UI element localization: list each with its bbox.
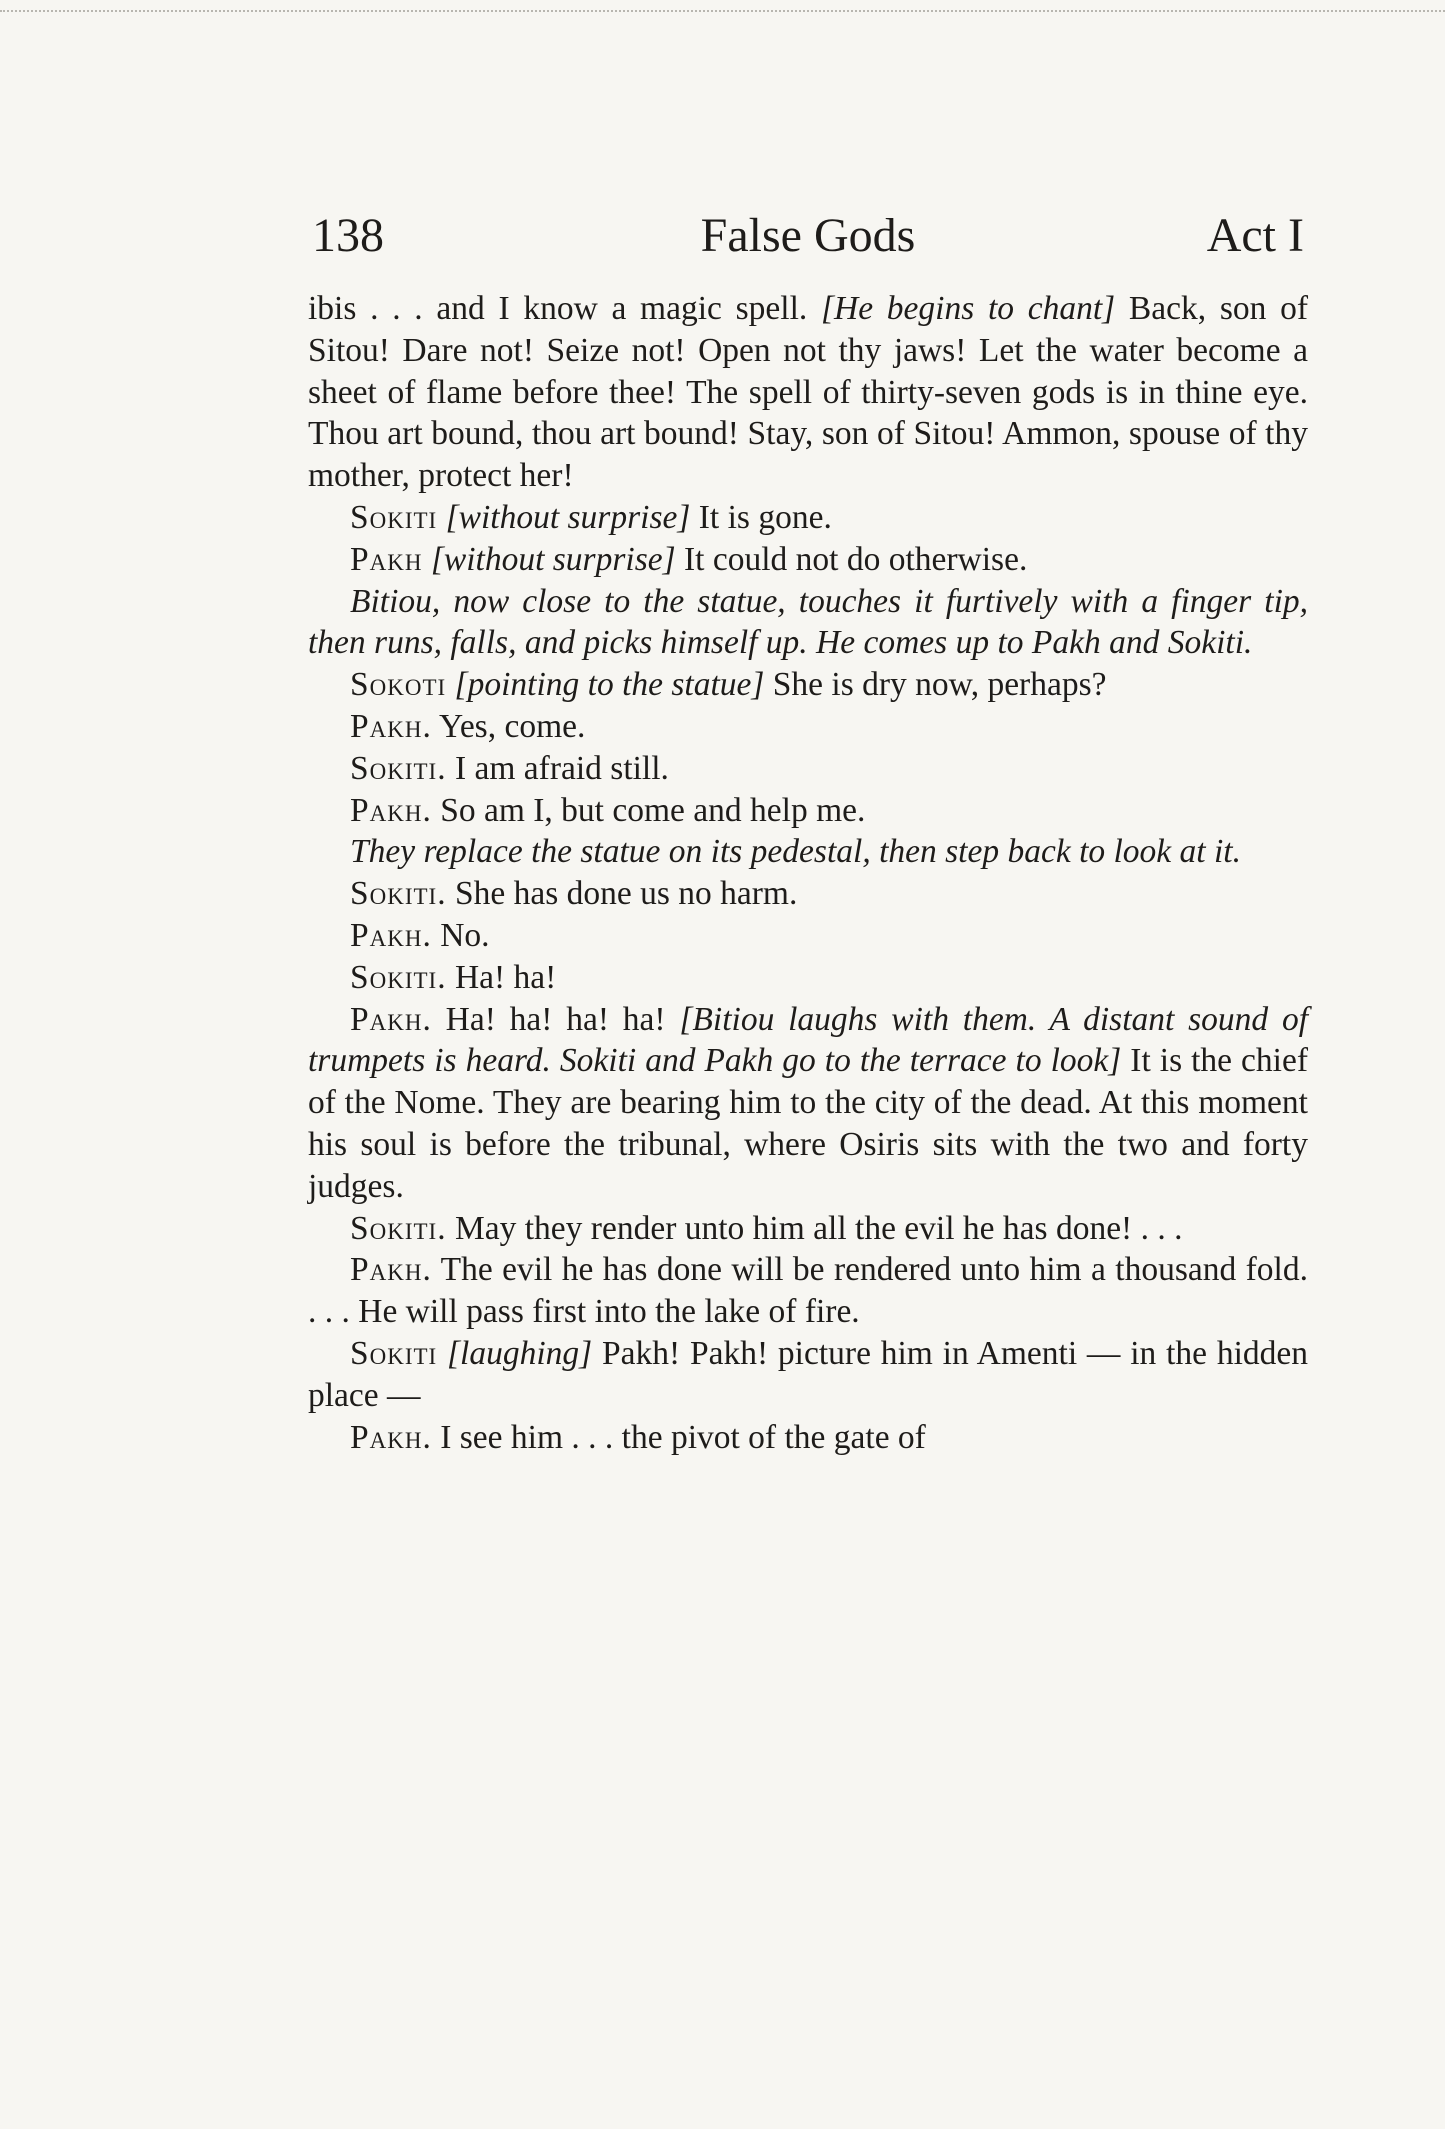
speaker-name: Sokiti xyxy=(350,1334,438,1372)
paragraph xyxy=(308,915,1308,957)
stage-direction: [laughing] xyxy=(437,1334,593,1372)
speaker-name: Sokiti. xyxy=(350,749,447,787)
paragraph xyxy=(308,748,1308,790)
stage-direction: They replace the statue on its pedestal, then step back to look at it. xyxy=(350,833,1241,871)
paragraph xyxy=(308,1249,1308,1333)
stage-direction: Bitiou, now close to the statue, touches it furtively with a finger tip, then runs, falls, and picks himself up. He comes up to Pakh and Sokiti. xyxy=(308,582,1308,662)
paragraph xyxy=(308,831,1308,873)
speaker-name: Pakh. xyxy=(350,1251,432,1289)
dialogue-text: Yes, come. xyxy=(431,707,586,745)
speaker-name: Pakh. xyxy=(350,791,432,829)
stage-direction: [without surprise] xyxy=(437,498,691,536)
speaker-name: Sokiti xyxy=(350,498,438,536)
speaker-name: Pakh. xyxy=(350,916,432,954)
paragraph xyxy=(308,873,1308,915)
speaker-name: Pakh xyxy=(350,540,423,578)
paragraph xyxy=(308,581,1308,665)
paragraph xyxy=(308,999,1308,1208)
speaker-name: Sokiti. xyxy=(350,1209,447,1247)
dialogue-text: Pakh! Pakh! picture him in Amenti — in the hidden place — xyxy=(308,1334,1308,1414)
speaker-name: Pakh. xyxy=(350,707,432,745)
paragraph xyxy=(308,1208,1308,1250)
dialogue-text: It could not do otherwise. xyxy=(675,540,1028,578)
book-page xyxy=(308,196,1308,1458)
paragraph xyxy=(308,706,1308,748)
speaker-name: Pakh. xyxy=(350,1000,432,1038)
dialogue-text: She has done us no harm. xyxy=(446,875,798,913)
paragraph xyxy=(308,664,1308,706)
paragraph xyxy=(308,790,1308,832)
dialogue-text: Back, son of Sitou! Dare not! Seize not! Open not thy jaws! Let the water become a sheet of flame before thee! The spell of thirty-seven gods is in thine eye. Thou art bound, thou art bound! Stay, son of Sitou! Ammon, spouse of thy mother, protect her! xyxy=(308,290,1308,495)
running-header xyxy=(308,196,1308,276)
speaker-name: Pakh. xyxy=(350,1418,432,1456)
running-title: False Gods xyxy=(700,209,916,262)
paragraph xyxy=(308,1333,1308,1417)
stage-direction: [pointing to the statue] xyxy=(446,666,765,704)
dialogue-text: So am I, but come and help me. xyxy=(431,791,866,829)
dialogue-text: No. xyxy=(431,916,490,954)
speaker-name: Sokoti xyxy=(350,666,447,704)
dialogue-text: She is dry now, perhaps? xyxy=(764,666,1107,704)
dialogue-text: It is the chief of the Nome. They are bearing him to the city of the dead. At this moment his soul is before the tribunal, where Osiris sits with the two and forty judges. xyxy=(308,1042,1308,1205)
dialogue-text: May they render unto him all the evil he has done! . . . xyxy=(446,1209,1183,1247)
dialogue-text: Ha! ha! ha! ha! xyxy=(431,1000,680,1038)
page-top-edge xyxy=(0,10,1445,12)
dialogue-text: Ha! ha! xyxy=(446,958,557,996)
dialogue-text: The evil he has done will be rendered unto him a thousand fold. . . . He will pass first into the lake of fire. xyxy=(308,1251,1308,1331)
speaker-name: Sokiti. xyxy=(350,875,447,913)
paragraph xyxy=(308,957,1308,999)
dialogue-text: It is gone. xyxy=(690,498,832,536)
stage-direction: [without surprise] xyxy=(422,540,676,578)
dialogue-text: ibis . . . and I know a magic spell. xyxy=(308,290,821,327)
paragraph xyxy=(308,539,1308,581)
stage-direction: [He begins to chant] xyxy=(820,290,1116,327)
paragraph xyxy=(308,497,1308,539)
paragraph xyxy=(308,1417,1308,1459)
page-number: 138 xyxy=(312,209,384,262)
dialogue-text: I see him . . . the pivot of the gate of xyxy=(431,1418,926,1456)
speaker-name: Sokiti. xyxy=(350,958,447,996)
stage-direction: [Bitiou laughs with them. A distant sound of trumpets is heard. Sokiti and Pakh go to the terrace to look] xyxy=(308,1000,1309,1080)
dialogue-text: I am afraid still. xyxy=(446,749,669,787)
page-body-text xyxy=(308,288,1308,1458)
act-label: Act I xyxy=(1206,209,1304,262)
paragraph xyxy=(308,288,1308,497)
